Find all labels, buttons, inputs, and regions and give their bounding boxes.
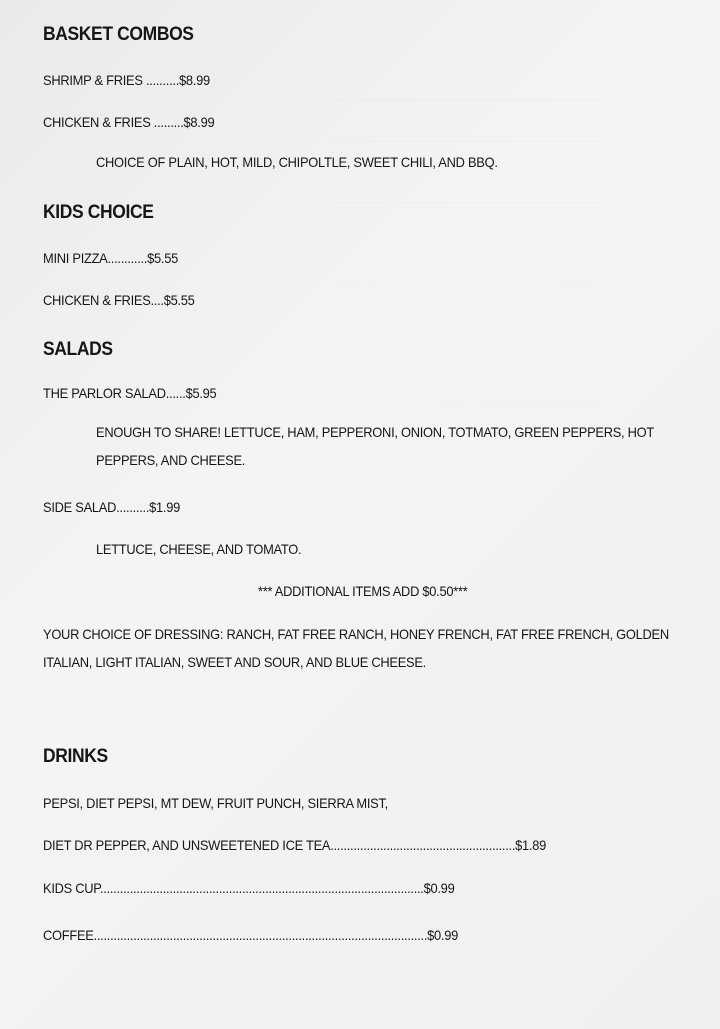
heading-basket-combos: BASKET COMBOS <box>43 24 194 45</box>
heading-drinks: DRINKS <box>43 746 108 767</box>
item-kids-chicken-fries: CHICKEN & FRIES....$5.55 <box>43 292 195 308</box>
item-shrimp-fries: SHRIMP & FRIES ..........$8.99 <box>43 72 210 88</box>
item-mini-pizza: MINI PIZZA............$5.55 <box>43 250 178 266</box>
drinks-list: PEPSI, DIET PEPSI, MT DEW, FRUIT PUNCH, SIERRA MIST, <box>43 795 388 811</box>
heading-salads: SALADS <box>43 339 113 360</box>
item-chicken-fries: CHICKEN & FRIES .........$8.99 <box>43 114 215 130</box>
dressing-choices: YOUR CHOICE OF DRESSING: RANCH, FAT FREE RANCH, HONEY FRENCH, FAT FREE FRENCH, GOLDEN ITALIAN, LIGHT ITALIAN, SWEET AND SOUR, AND BLUE CHEESE. <box>43 626 669 670</box>
drinks-coffee: COFFEE.....................................................................................................$0.99 <box>43 927 458 943</box>
drinks-kids-cup: KIDS CUP..................................................................................................$0.99 <box>43 880 455 896</box>
bleed-through-texture <box>330 70 600 950</box>
basket-sauce-note: CHOICE OF PLAIN, HOT, MILD, CHIPOLTLE, SWEET CHILI, AND BBQ. <box>96 154 498 170</box>
heading-kids-choice: KIDS CHOICE <box>43 202 154 223</box>
parlor-salad-description: ENOUGH TO SHARE! LETTUCE, HAM, PEPPERONI, ONION, TOTMATO, GREEN PEPPERS, HOT PEPPERS, AND CHEESE. <box>96 424 654 468</box>
drinks-soda-price: DIET DR PEPPER, AND UNSWEETENED ICE TEA........................................................$1.89 <box>43 837 547 853</box>
item-parlor-salad: THE PARLOR SALAD......$5.95 <box>43 385 217 401</box>
side-salad-description: LETTUCE, CHEESE, AND TOMATO. <box>96 541 302 557</box>
item-side-salad: SIDE SALAD..........$1.99 <box>43 499 181 515</box>
additional-items-note: *** ADDITIONAL ITEMS ADD $0.50*** <box>258 583 468 599</box>
